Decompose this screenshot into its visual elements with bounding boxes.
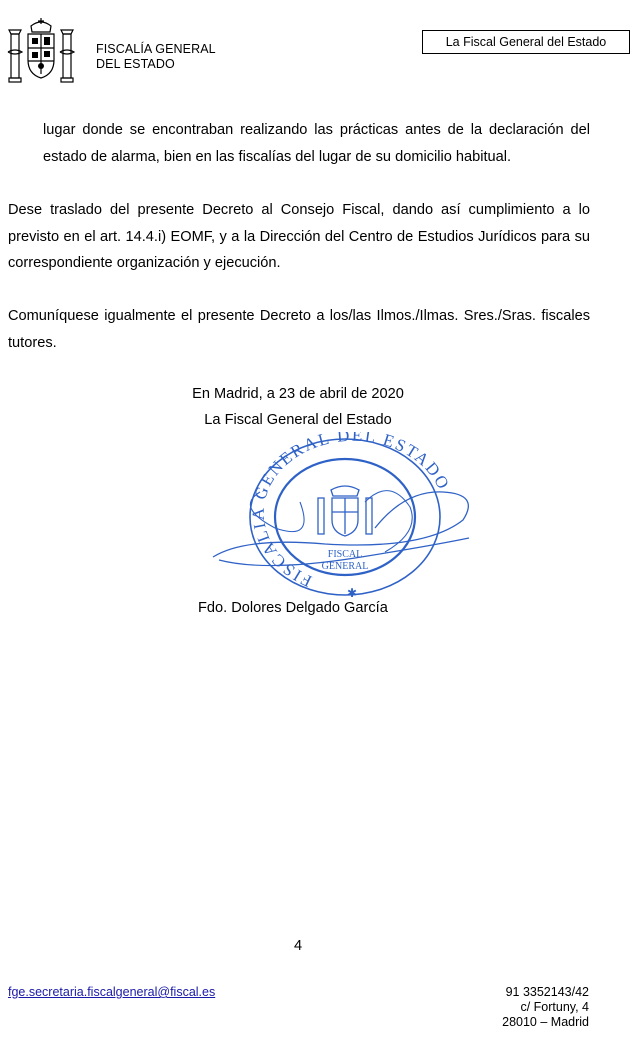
paragraph-3: Comuníquese igualmente el presente Decreto a los/las Ilmos./Ilmas. Sres./Sras. fiscales tutores. <box>8 308 590 351</box>
official-stamp-and-signature <box>205 432 490 622</box>
footer-email-link[interactable]: fge.secretaria.fiscalgeneral@fiscal.es <box>8 985 216 999</box>
page-number: 4 <box>293 938 303 954</box>
stamp-inner-line2: GENERAL <box>321 561 369 572</box>
header-title-box: La Fiscal General del Estado <box>422 30 630 54</box>
footer-contact <box>502 985 589 1030</box>
footer-city: 28010 – Madrid <box>502 1015 589 1029</box>
coat-of-arms-icon <box>6 16 76 88</box>
organization-name <box>96 42 216 72</box>
organization-name-line1: FISCALÍA GENERAL <box>96 42 216 56</box>
organization-name-line2: DEL ESTADO <box>96 57 175 71</box>
stamp-inner-line1: FISCAL <box>327 549 363 560</box>
footer-address: c/ Fortuny, 4 <box>520 1000 589 1014</box>
place-and-date: En Madrid, a 23 de abril de 2020 <box>192 386 404 402</box>
signer-title: La Fiscal General del Estado <box>204 412 392 428</box>
paragraph-2: Dese traslado del presente Decreto al Consejo Fiscal, dando así cumplimiento a lo previsto en el art. 14.4.i) EOMF, y a la Dirección del Centro de Estudios Jurídicos para su correspondiente organización y ejecución. <box>8 202 590 271</box>
signed-by: Fdo. Dolores Delgado García <box>198 600 388 616</box>
footer-phone: 91 3352143/42 <box>505 985 589 999</box>
svg-text:✱: ✱ <box>346 586 358 600</box>
paragraph-1: lugar donde se encontraban realizando las prácticas antes de la declaración del estado de alarma, bien en las fiscalías del lugar de su domicilio habitual. <box>43 122 590 165</box>
stamp-ring-text: FISCALIA GENERAL DEL ESTADO <box>248 432 454 591</box>
